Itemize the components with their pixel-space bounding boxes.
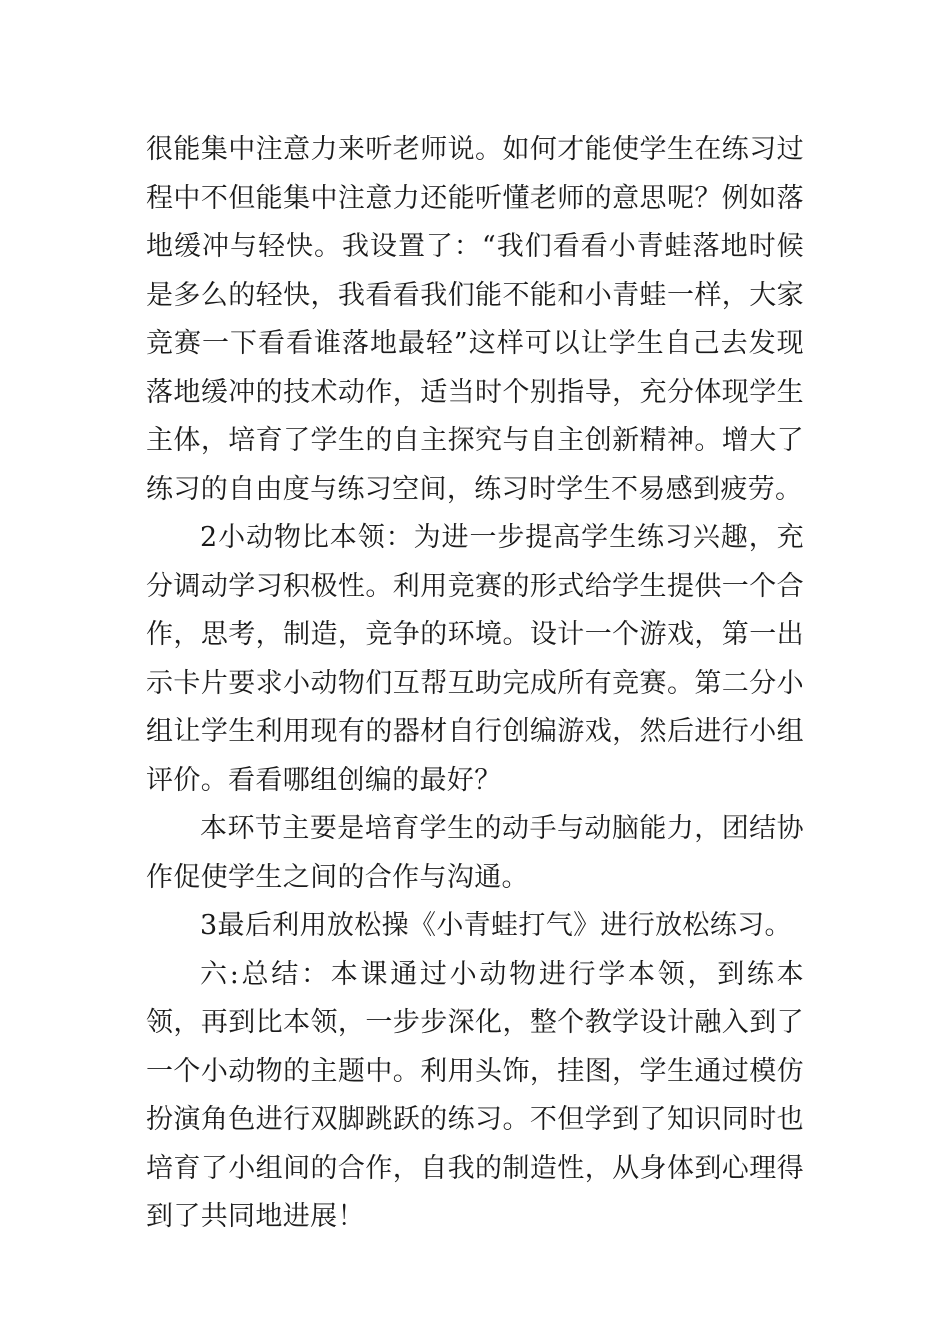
- paragraph-relaxation: 3最后利用放松操《小青蛙打气》进行放松练习。: [200, 910, 792, 941]
- paragraph-section-goal: 本环节主要是培育学生的动手与动脑能力，团结协作促使学生之间的合作与沟通。: [146, 813, 804, 893]
- paragraph-animal-competition: 2小动物比本领：为进一步提高学生练习兴趣，充分调动学习积极性。利用竞赛的形式给学生提供一个合作，思考，制造，竞争的环境。设计一个游戏，第一出示卡片要求小动物们互帮互助完成所有竞赛。第二分小组让学生利用现有的器材自行创编游戏，然后进行小组评价。看看哪组创编的最好？: [146, 522, 804, 796]
- document-body: [146, 126, 804, 1242]
- paragraph-summary: 六:总结：本课通过小动物进行学本领，到练本领，再到比本领，一步步深化，整个教学设计融入到了一个小动物的主题中。利用头饰，挂图，学生通过模仿扮演角色进行双脚跳跃的练习。不但学到了知识同时也培育了小组间的合作，自我的制造性，从身体到心理得到了共同地进展！: [146, 958, 804, 1232]
- paragraph-continuation: 很能集中注意力来听老师说。如何才能使学生在练习过程中不但能集中注意力还能听懂老师的意思呢？例如落地缓冲与轻快。我设置了：“我们看看小青蛙落地时候是多么的轻快，我看看我们能不能和小青蛙一样，大家竞赛一下看看谁落地最轻”这样可以让学生自己去发现落地缓冲的技术动作，适当时个别指导，充分体现学生主体，培育了学生的自主探究与自主创新精神。增大了练习的自由度与练习空间，练习时学生不易感到疲劳。: [146, 134, 804, 505]
